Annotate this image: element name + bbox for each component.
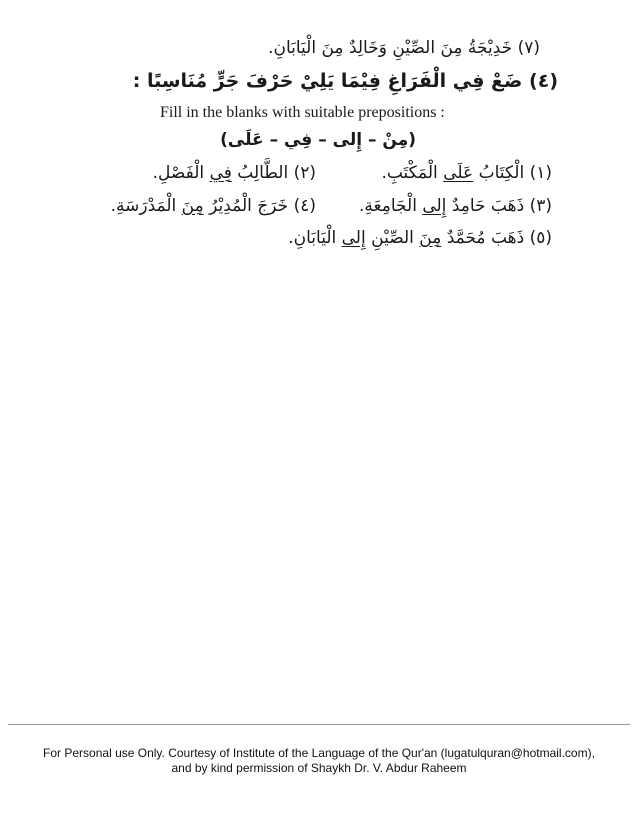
item-text: خَرَجَ الْمُدِيْرُ	[209, 196, 289, 216]
footer-credits	[0, 746, 638, 776]
footer-line-1: For Personal use Only. Courtesy of Institute of the Language of the Qur'an (lugatulquran@hotmail.com),	[43, 746, 595, 760]
item-text: ذَهَبَ مُحَمَّدٌ	[446, 228, 525, 248]
preposition-answer: فِي	[209, 163, 232, 183]
footer-divider	[8, 724, 630, 725]
item-2	[153, 163, 316, 183]
item-4	[111, 196, 316, 216]
exercise-4-heading: (٤) ضَعْ فِي الْفَرَاغِ فِيْمَا يَلِيْ حَرْفَ جَرٍّ مُنَاسِبًا :	[132, 70, 558, 92]
preposition-answer: مِنَ	[419, 228, 442, 248]
item-text: الْكِتَابُ	[478, 163, 525, 183]
item-text: الطَّالِبُ	[237, 163, 289, 183]
sentence-7: (٧) خَدِيْجَةُ مِنَ الصِّيْنِ وَخَالِدٌ مِنَ الْيَابَانِ.	[268, 38, 540, 58]
item-text: الْفَصْلِ.	[152, 163, 205, 183]
item-5	[288, 228, 552, 248]
english-instruction: Fill in the blanks with suitable prepositions :	[160, 104, 445, 121]
item-number: (٣)	[529, 196, 552, 216]
item-text: الْجَامِعَةِ.	[359, 196, 417, 216]
item-number: (٢)	[293, 163, 316, 183]
item-3	[359, 196, 552, 216]
preposition-answer: عَلَى	[443, 163, 474, 183]
item-text: الْمَدْرَسَةِ.	[110, 196, 177, 216]
footer-line-2: and by kind permission of Shaykh Dr. V. Abdur Raheem	[171, 761, 467, 775]
item-1	[381, 163, 552, 183]
item-text: الْمَكْتَبِ.	[381, 163, 438, 183]
item-number: (٥)	[529, 228, 552, 248]
preposition-options: (مِنْ – إِلى – فِي – عَلَى)	[220, 130, 416, 150]
item-text: ذَهَبَ حَامِدٌ	[451, 196, 525, 216]
item-text: الصِّيْنِ	[371, 228, 414, 248]
preposition-answer: مِنَ	[181, 196, 204, 216]
item-number: (٤)	[293, 196, 316, 216]
preposition-answer: إِلى	[341, 228, 366, 248]
item-text: الْيَابَانِ.	[288, 228, 337, 248]
preposition-answer: إِلى	[422, 196, 447, 216]
item-number: (١)	[529, 163, 552, 183]
